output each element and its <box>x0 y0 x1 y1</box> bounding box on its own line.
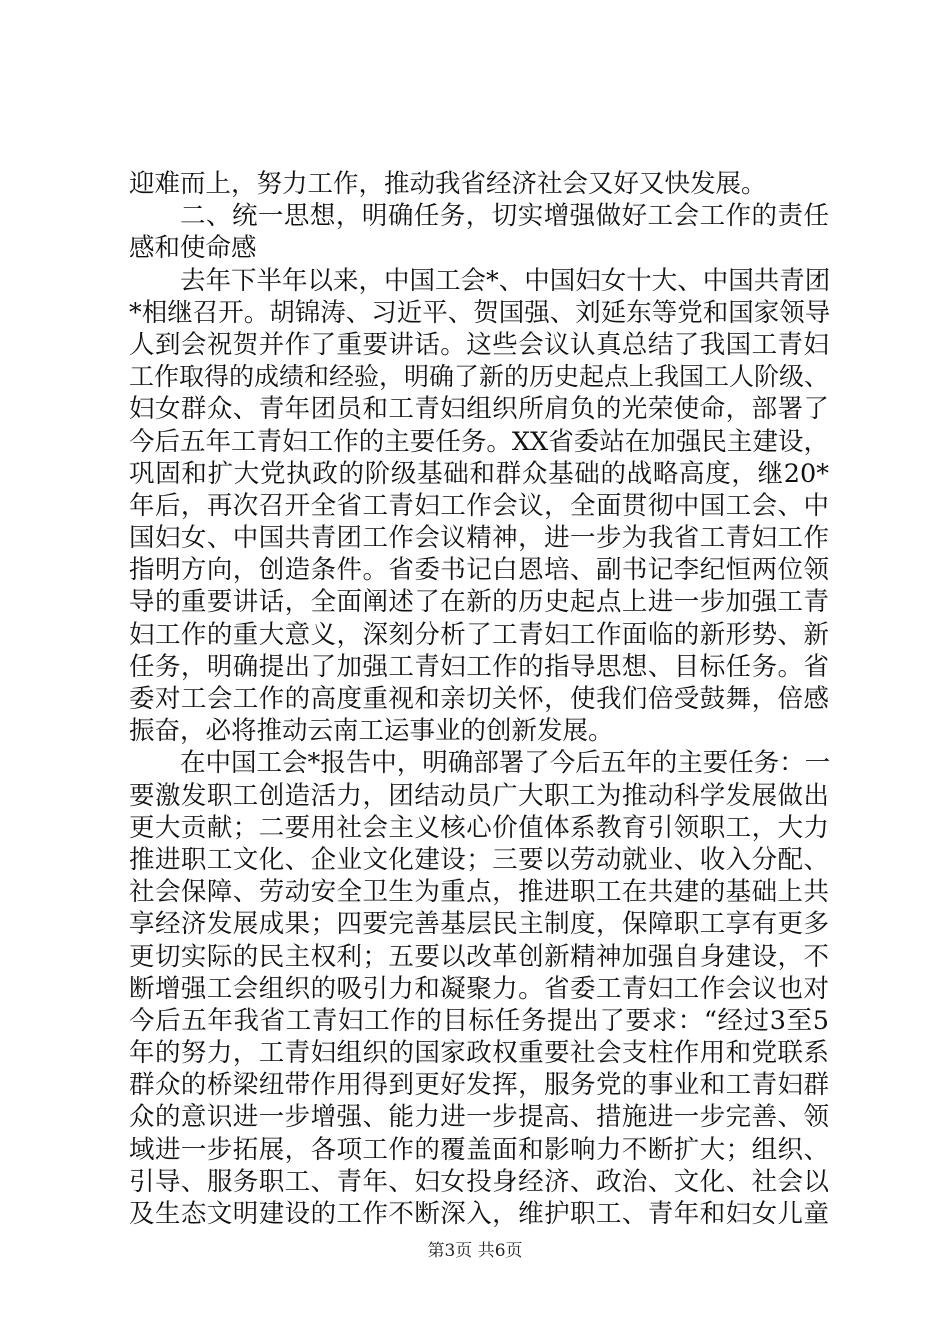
text-line: 群众的桥梁纽带作用得到更好发挥，服务党的事业和工青妇群 <box>129 1070 829 1101</box>
text-line: 国妇女、中国共青团工作会议精神，进一步为我省工青妇工作 <box>129 523 829 554</box>
text-line: 及生态文明建设的工作不断深入，维护职工、青年和妇女儿童 <box>129 1199 829 1229</box>
text-line: 工作取得的成绩和经验，明确了新的历史起点上我国工人阶级、 <box>129 362 830 392</box>
text-line: 推进职工文化、企业文化建设；三要以劳动就业、收入分配、 <box>129 844 829 875</box>
text-line: 域进一步拓展，各项工作的覆盖面和影响力不断扩大；组织、 <box>129 1134 829 1165</box>
text-line: 导的重要讲话，全面阐述了在新的历史起点上进一步加强工青 <box>129 587 829 618</box>
text-line: 任务，明确提出了加强工青妇工作的指导思想、目标任务。省 <box>129 651 829 682</box>
text-line: 振奋，必将推动云南工运事业的创新发展。 <box>129 716 614 747</box>
text-line: 委对工会工作的高度重视和亲切关怀，使我们倍受鼓舞，倍感 <box>129 684 829 714</box>
document-body <box>129 168 829 1230</box>
text-line: 社会保障、劳动安全卫生为重点，推进职工在共建的基础上共 <box>129 877 829 908</box>
text-line: 今后五年我省工青妇工作的目标任务提出了要求：“经过3至5 <box>129 1005 829 1036</box>
page-number-footer: 第3页 共6页 <box>427 1241 523 1261</box>
text-line: 断增强工会组织的吸引力和凝聚力。省委工青妇工作会议也对 <box>129 973 829 1004</box>
text-line: 要激发职工创造活力，团结动员广大职工为推动科学发展做出 <box>129 780 829 811</box>
text-line: 指明方向，创造条件。省委书记白恩培、副书记李纪恒两位领 <box>129 555 829 586</box>
text-line: 人到会祝贺并作了重要讲话。这些会议认真总结了我国工青妇 <box>129 329 829 360</box>
text-line: 巩固和扩大党执政的阶级基础和群众基础的战略高度，继20* <box>129 458 829 489</box>
text-line: 众的意识进一步增强、能力进一步提高、措施进一步完善、领 <box>129 1102 829 1133</box>
text-line: 引导、服务职工、青年、妇女投身经济、政治、文化、社会以 <box>129 1166 829 1197</box>
text-line: 享经济发展成果；四要完善基层民主制度，保障职工享有更多 <box>129 909 829 940</box>
section-heading-line: 二、统一思想，明确任务，切实增强做好工会工作的责任 <box>180 201 829 232</box>
section-heading-line: 感和使命感 <box>129 233 257 264</box>
text-line: 迎难而上，努力工作，推动我省经济社会又好又快发展。 <box>129 169 767 199</box>
paragraph-first-line: 去年下半年以来，中国工会*、中国妇女十大、中国共青团 <box>180 265 831 296</box>
text-line: 更切实际的民主权利；五要以改革创新精神加强自身建设，不 <box>129 941 829 972</box>
text-line: 更大贡献；二要用社会主义核心价值体系教育引领职工，大力 <box>129 812 829 843</box>
text-line: 年后，再次召开全省工青妇工作会议，全面贯彻中国工会、中 <box>129 490 829 521</box>
text-line: 妇工作的重大意义，深刻分析了工青妇工作面临的新形势、新 <box>129 619 829 650</box>
text-line: *相继召开。胡锦涛、习近平、贺国强、刘延东等党和国家领导 <box>129 297 831 328</box>
text-line: 今后五年工青妇工作的主要任务。XX省委站在加强民主建设， <box>129 426 829 457</box>
paragraph-first-line: 在中国工会*报告中，明确部署了今后五年的主要任务：一 <box>180 748 831 779</box>
text-line: 妇女群众、青年团员和工青妇组织所肩负的光荣使命，部署了 <box>129 394 829 425</box>
text-line: 年的努力，工青妇组织的国家政权重要社会支柱作用和党联系 <box>129 1038 829 1069</box>
